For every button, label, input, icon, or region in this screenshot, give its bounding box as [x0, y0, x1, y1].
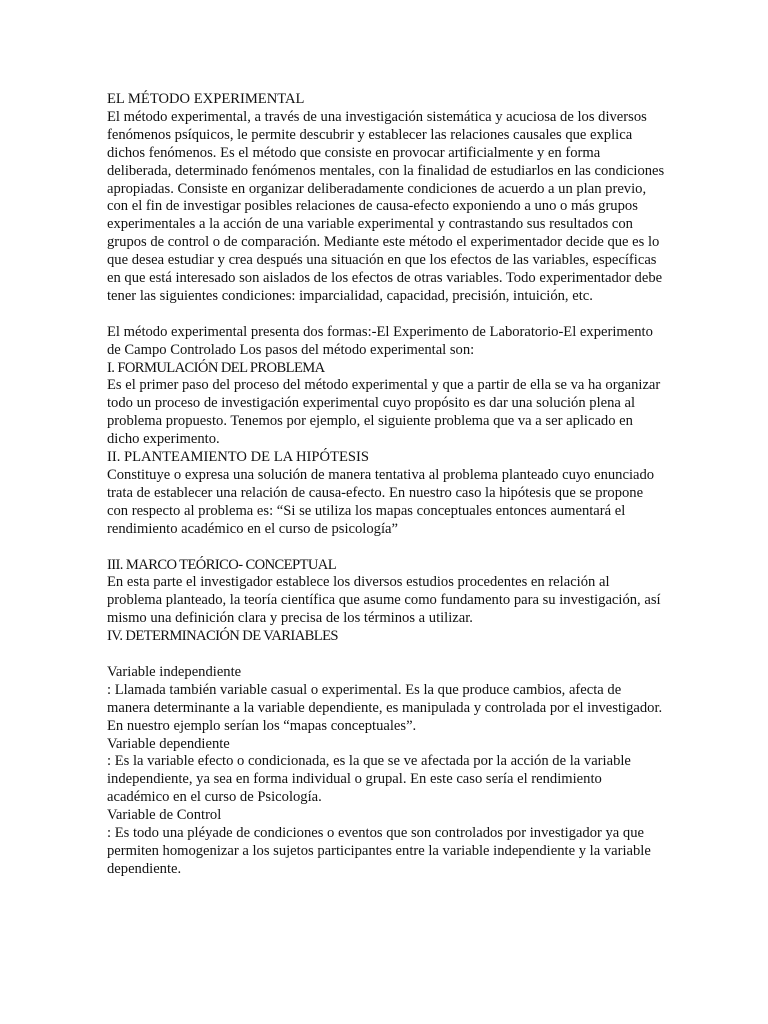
paragraph-spacer	[107, 306, 667, 324]
section-body-hipotesis: Constituye o expresa una solución de manera tentativa al problema planteado cuyo enunciado trata de establecer una relación de causa-efecto. En nuestro caso la hipótesis que se propone con respecto al problema es: “Si se utiliza los mapas conceptuales entonces aumentará el rendimiento académico en el curso de psicología”	[107, 467, 655, 537]
intro-paragraph: El método experimental, a través de una investigación sistemática y acuciosa de los diversos fenómenos psíquicos, le permite descubrir y establecer las relaciones causales que explica dichos fenómenos. Es el método que consiste en provocar artificialmente y en forma deliberada, determinado fenómenos mentales, con la finalidad de estudiarlos en las condiciones apropiadas. Consiste en organizar deliberadamente condiciones de acuerdo a un plan previo, con el fin de investigar posibles relaciones de causa-efecto exponiendo a uno o más grupos experimentales a la acción de una variable experimental y contrastando sus resultados con grupos de control o de comparación. Mediante este método el experimentador decide que es lo que desea estudiar y crea después una situación en que los efectos de las variables, específicas en que está interesado son aislados de los efectos de otras variables. Todo experimentador debe tener las siguientes condiciones: imparcialidad, capacidad, precisión, intuición, etc.	[107, 108, 665, 304]
variable-independiente-name: Variable independiente	[107, 663, 242, 680]
variable-independiente-description: : Llamada también variable casual o experimental. Es la que produce cambios, afecta de manera determinante a la variable dependiente, es manipulada y controlada por el investigador. En nuestro ejemplo serían los “mapas conceptuales”.	[107, 681, 663, 734]
section-body-problema: Es el primer paso del proceso del método experimental y que a partir de ella se va ha organizar todo un proceso de investigación experimental cuyo propósito es dar una solución plena al problema propuesto. Tenemos por ejemplo, el siguiente problema que va a ser aplicado en dicho experimento.	[107, 377, 661, 448]
variable-control-description: : Es todo una pléyade de condiciones o eventos que son controlados por investigador ya que permiten homogenizar a los sujetos participantes entre la variable independiente y la variable dependiente.	[107, 825, 651, 877]
forms-paragraph: El método experimental presenta dos formas:-El Experimento de Laboratorio-El experimento de Campo Controlado Los pasos del método experimental son:	[107, 323, 653, 358]
paragraph-spacer	[107, 539, 667, 557]
variable-control-name: Variable de Control	[107, 807, 222, 824]
document-title: EL MÉTODO EXPERIMENTAL	[107, 91, 305, 107]
section-heading-problema: I. FORMULACIÓN DEL PROBLEMA	[107, 359, 325, 376]
section-heading-hipotesis: II. PLANTEAMIENTO DE LA HIPÓTESIS	[107, 449, 369, 466]
paragraph-spacer	[107, 646, 667, 664]
variable-dependiente-description: : Es la variable efecto o condicionada, es la que se ve afectada por la acción de la variable independiente, ya sea en forma individual o grupal. En este caso sería el rendimiento académico en el curso de Psicología.	[107, 753, 631, 806]
variable-dependiente-name: Variable dependiente	[107, 735, 230, 752]
section-body-marco: En esta parte el investigador establece los diversos estudios procedentes en relación al problema planteado, la teoría científica que asume como fundamento para su investigación, así mismo una definición clara y precisa de los términos a utilizar.	[107, 574, 661, 627]
section-heading-variables: IV. DETERMINACIÓN DE VARIABLES	[107, 628, 338, 645]
section-heading-marco: III. MARCO TEÓRICO- CONCEPTUAL	[107, 556, 337, 573]
document-page	[107, 91, 667, 879]
